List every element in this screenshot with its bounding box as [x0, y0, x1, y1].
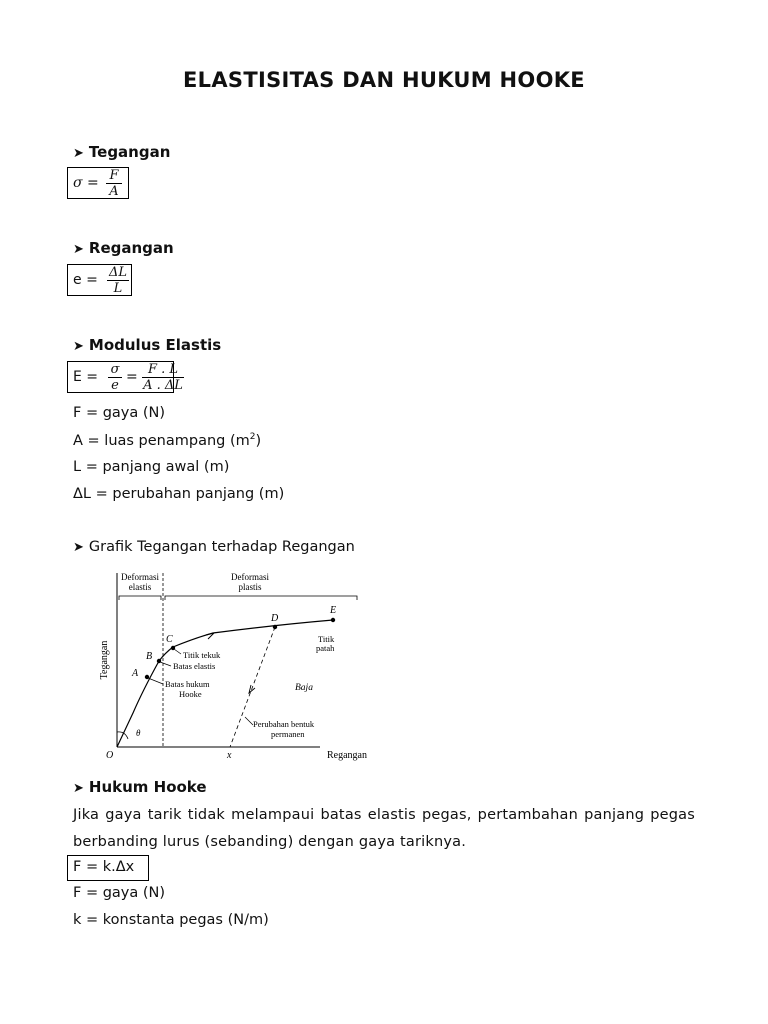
hooke-formula: F = k.Δx	[73, 859, 135, 875]
definition-area	[73, 432, 261, 449]
region-elastic-label-2: elastis	[128, 582, 152, 592]
annotation-baja: Baja	[295, 683, 313, 693]
section-heading-grafik	[73, 539, 355, 555]
definition-force: F = gaya (N)	[73, 405, 166, 421]
arrow-bullet-icon: ➤	[73, 339, 84, 354]
point-e-label: E	[330, 605, 337, 616]
fraction-numerator: F	[109, 168, 119, 183]
y-axis-label: Tegangan	[99, 640, 110, 680]
heading-text: Hukum Hooke	[88, 778, 207, 796]
annotation-batas-hooke-1: Batas hukum	[165, 679, 210, 689]
section-heading-hooke	[73, 778, 207, 796]
fraction-numerator: ΔL	[108, 265, 128, 280]
fraction-numerator: σ	[110, 362, 120, 377]
annotation-batas-elastis: Batas elastis	[173, 661, 216, 671]
heading-text: Grafik Tegangan terhadap Regangan	[88, 539, 355, 555]
region-plastic-label-2: plastis	[238, 582, 262, 592]
point-d-label: D	[271, 613, 279, 624]
formula-lhs: E =	[73, 369, 99, 385]
definition-length: L = panjang awal (m)	[73, 459, 230, 475]
region-plastic-label-1: Deformasi	[231, 572, 269, 582]
definition-delta-length: ΔL = perubahan panjang (m)	[73, 486, 285, 502]
formula-box-tegangan	[67, 167, 129, 199]
plastic-bracket	[165, 596, 357, 600]
leader-batas-hooke	[148, 678, 163, 684]
fraction-denominator: L	[113, 281, 123, 296]
elastic-bracket	[119, 596, 161, 600]
formula-box-modulus	[67, 361, 183, 393]
heading-text: Regangan	[88, 239, 174, 257]
fraction-denominator: e	[111, 378, 119, 393]
section-heading-regangan	[73, 239, 174, 257]
annotation-perubahan-2: permanen	[271, 729, 305, 739]
fraction-denominator: A . ΔL	[143, 378, 183, 393]
fraction	[106, 169, 122, 198]
curve-arrow-icon	[206, 633, 214, 639]
formula-box-hooke	[67, 855, 149, 881]
closing-paren: )	[255, 432, 262, 449]
page-title: ELASTISITAS DAN HUKUM HOOKE	[183, 68, 585, 92]
point-b-label: B	[146, 651, 153, 662]
theta-symbol: θ	[136, 728, 141, 738]
formula-box-regangan	[67, 264, 132, 296]
definition-hooke-force: F = gaya (N)	[73, 885, 166, 901]
formula-lhs: e =	[73, 272, 98, 288]
annotation-titik-patah-2: patah	[316, 643, 335, 653]
annotation-batas-hooke-2: Hooke	[179, 689, 202, 699]
origin-label: O	[106, 750, 114, 761]
leader-titik-tekuk	[174, 649, 181, 654]
heading-text: Tegangan	[88, 143, 171, 161]
annotation-perubahan-1: Perubahan bentuk	[253, 719, 315, 729]
arrow-bullet-icon: ➤	[73, 781, 84, 796]
arrow-bullet-icon: ➤	[73, 146, 84, 161]
heading-text: Modulus Elastis	[88, 336, 222, 354]
arrow-bullet-icon: ➤	[73, 242, 84, 257]
point-c-label: C	[166, 634, 173, 645]
fraction-sigma-e	[108, 363, 122, 392]
stress-strain-diagram	[95, 565, 380, 765]
arrow-bullet-icon: ➤	[73, 540, 84, 555]
fraction	[107, 266, 129, 295]
fraction-numerator: F . L	[147, 362, 179, 377]
formula-equals: =	[126, 369, 138, 385]
hooke-paragraph: Jika gaya tarik tidak melampaui batas elastis pegas, pertambahan panjang pegas berbanding lurus (sebanding) dengan gaya tariknya.	[73, 807, 695, 850]
unloading-line	[230, 627, 275, 747]
leader-perubahan	[245, 717, 253, 725]
superscript: 2	[249, 432, 256, 442]
section-heading-tegangan	[73, 143, 170, 161]
leader-batas-elastis	[160, 662, 171, 666]
formula-lhs: σ =	[73, 175, 99, 191]
point-a-label: A	[132, 668, 139, 679]
point-e-dot	[331, 618, 335, 622]
point-d-dot	[273, 625, 277, 629]
annotation-titik-patah-1: Titik	[318, 634, 335, 644]
fraction-fl-adl	[142, 363, 184, 392]
fraction-denominator: A	[109, 184, 119, 199]
definition-spring-constant: k = konstanta pegas (N/m)	[73, 912, 269, 928]
definition-area-text: A = luas penampang (m	[73, 432, 250, 449]
region-elastic-label-1: Deformasi	[121, 572, 159, 582]
x-axis-label: Regangan	[327, 750, 367, 761]
x-mark-label: x	[227, 750, 232, 761]
annotation-titik-tekuk: Titik tekuk	[183, 650, 221, 660]
section-heading-modulus	[73, 336, 221, 354]
